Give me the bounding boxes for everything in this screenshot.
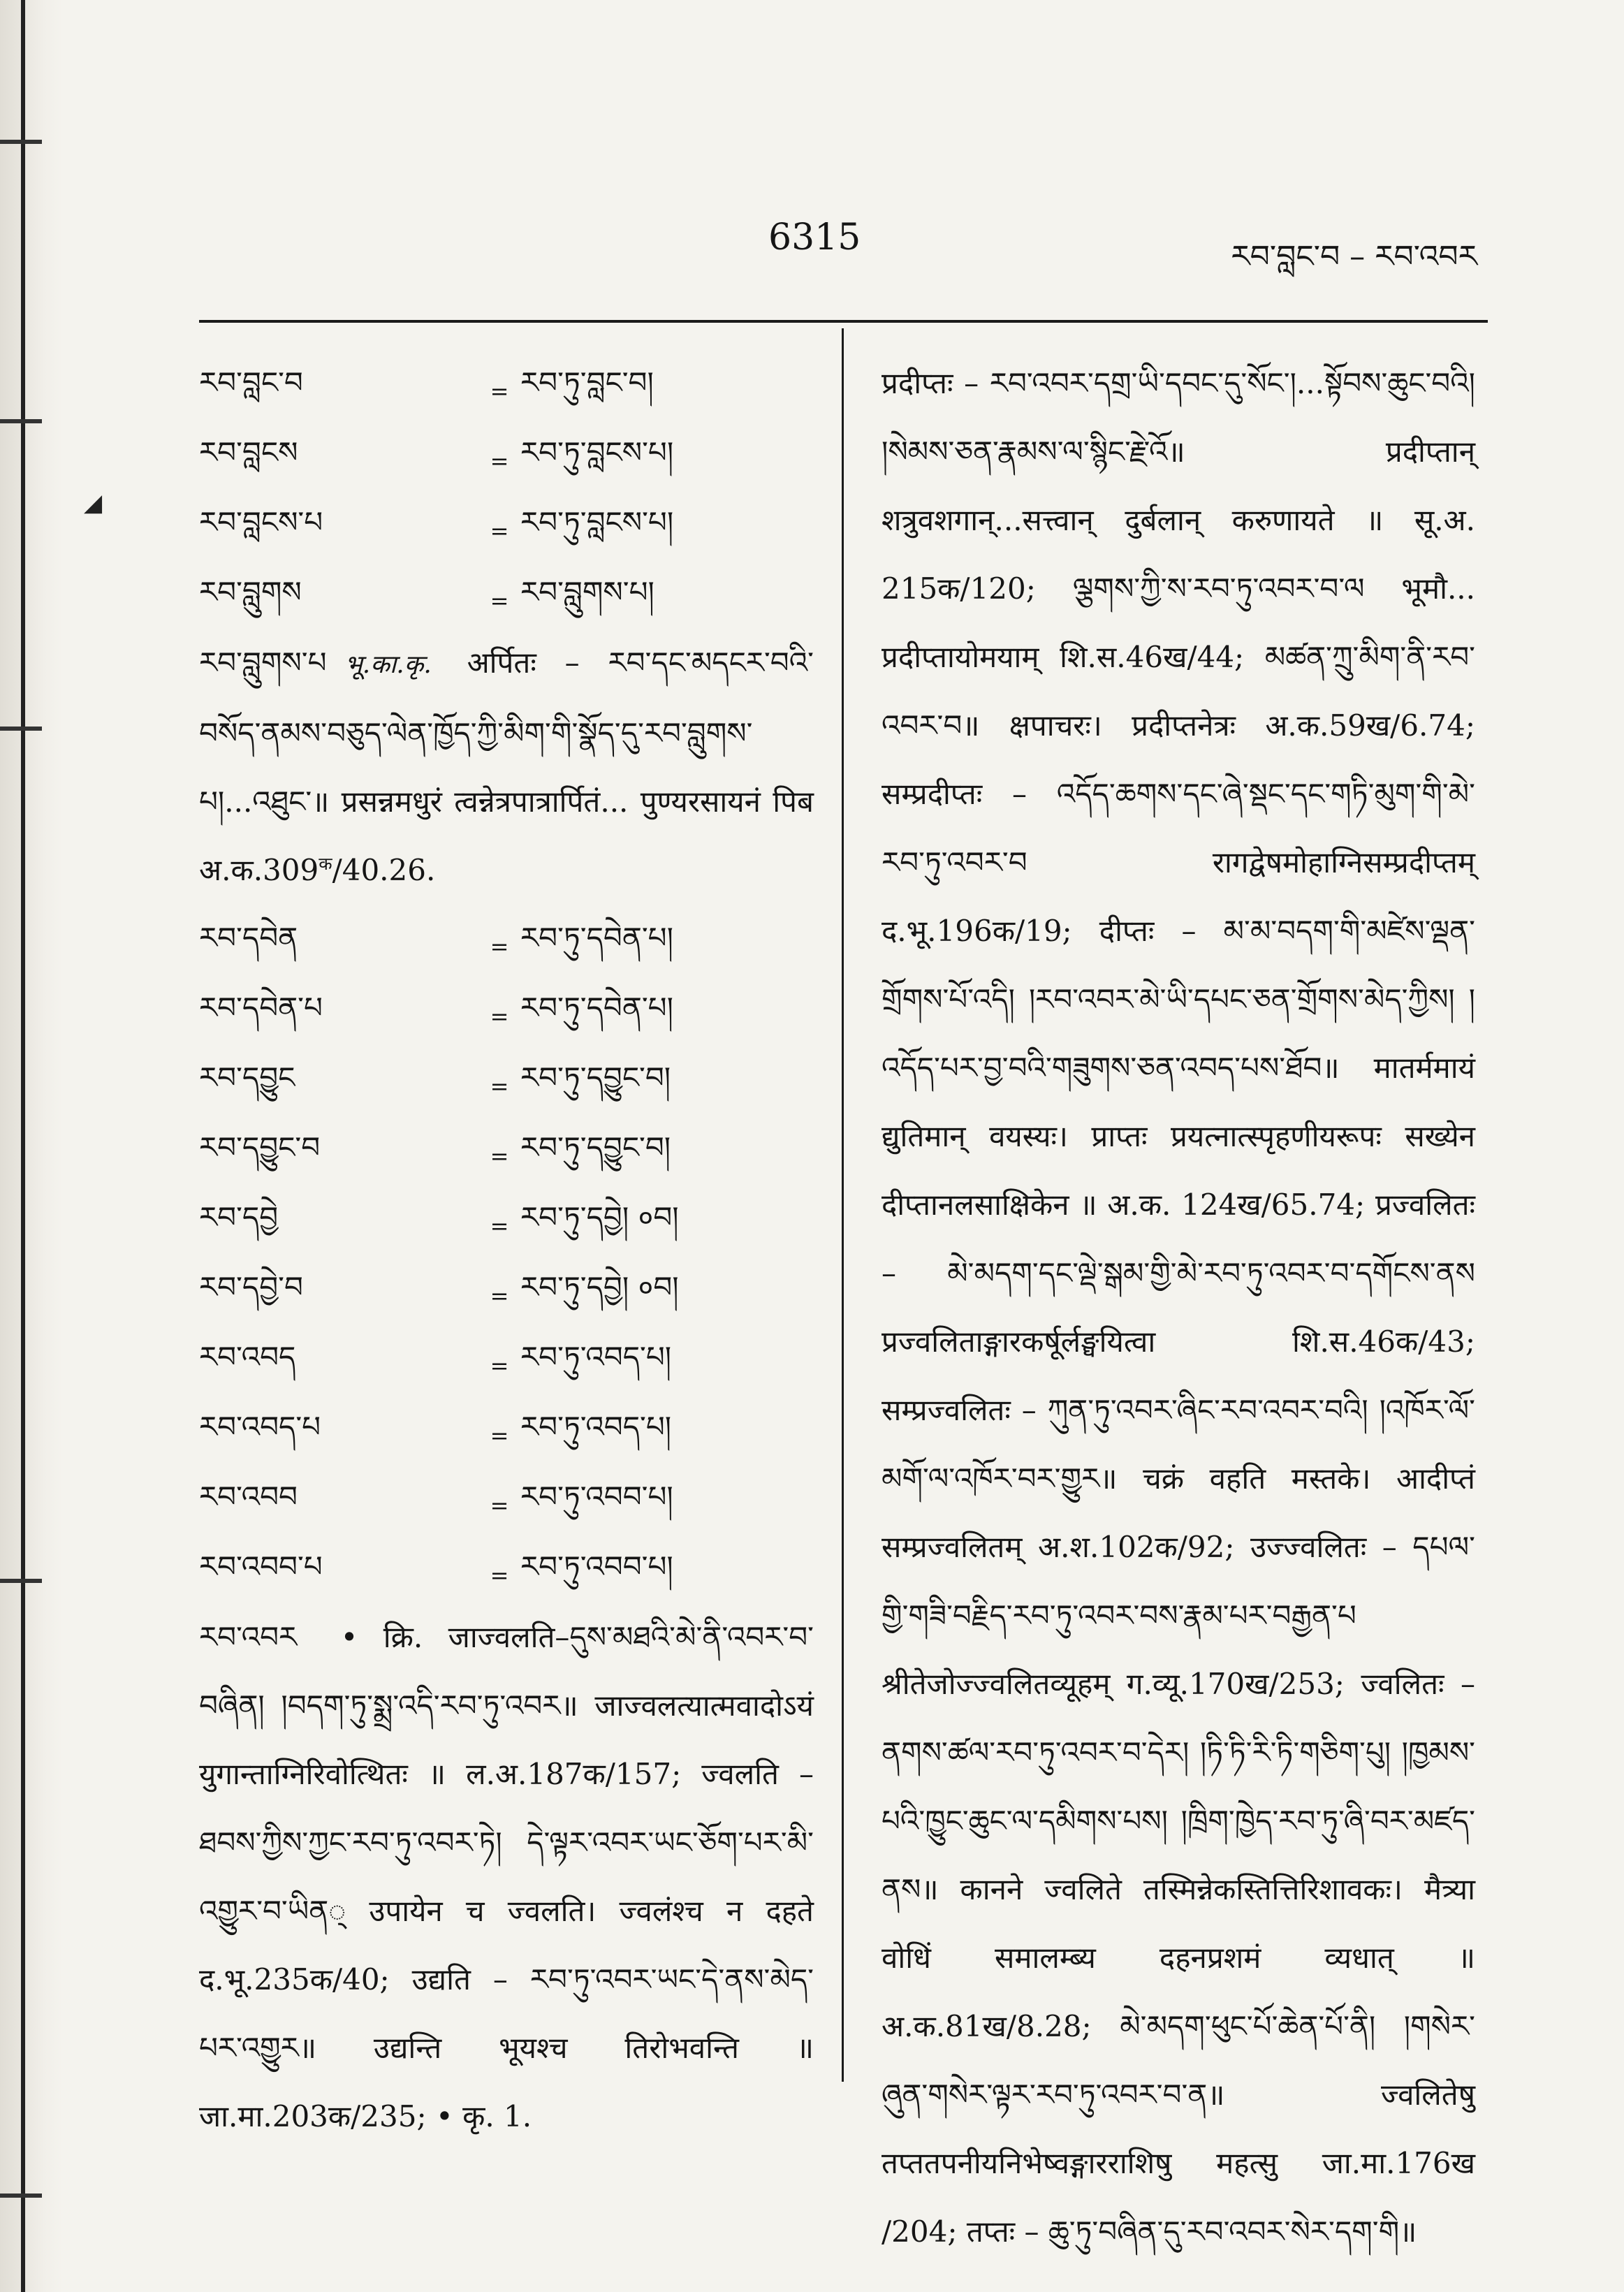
equals-sign: = <box>490 1352 509 1379</box>
xref-entry <box>199 1533 814 1603</box>
xref-entry <box>199 489 814 559</box>
xref-term: རབ་འབབ་པ <box>199 1549 323 1584</box>
page-number: 6315 <box>768 217 861 258</box>
xref-entry <box>199 559 814 629</box>
entry-body: अर्पितः – རབ་དང་མདངར་བའི་བསོད་ནམས་བཅུད་ལེན་ཁྱོད་ཀྱི་མིག་གི་སྣོད་དུ་རབ་བླུགས་པ།...འཐུང་॥ प्रसन्नमधुरं त्वन्नेत्रपात्रार्पितं... पुण्यरसायनं पिब अ.क.309 <box>199 645 814 887</box>
xref-term: རབ་དབེན <box>199 921 298 955</box>
xref-entry <box>199 1394 814 1463</box>
xref-term: རབ་འབབ <box>199 1480 298 1514</box>
xref-target: རབ་ཏུ་འབབ་པ། <box>520 1549 673 1584</box>
equals-sign: = <box>490 587 509 614</box>
xref-term: རབ་བླུགས <box>199 575 302 609</box>
header-rule <box>199 320 1488 323</box>
equals-sign: = <box>490 1212 509 1239</box>
xref-term: རབ་བླང་བ <box>199 365 303 400</box>
binding-tick <box>0 1579 42 1583</box>
xref-target: རབ་ཏུ་དབྱུང་བ། <box>520 1060 671 1095</box>
xref-entry <box>199 1044 814 1114</box>
xref-entry <box>199 905 814 975</box>
equals-sign: = <box>490 1142 509 1169</box>
equals-sign: = <box>490 1561 509 1589</box>
xref-target: རབ་ཏུ་འབབ་པ། <box>520 1480 673 1514</box>
xref-target: རབ་ཏུ་དབྱེ། ०བ། <box>520 1270 679 1304</box>
folio-side: क <box>319 854 332 874</box>
dictionary-entry <box>199 1603 814 2151</box>
xref-entry <box>199 1184 814 1254</box>
entry-headword: རབ་འབར <box>199 1620 298 1654</box>
xref-entry <box>199 1463 814 1533</box>
xref-target: རབ་ཏུ་འབད་པ། <box>520 1410 672 1444</box>
xref-target: རབ་ཏུ་དབེན་པ། <box>520 921 673 955</box>
xref-term: རབ་དབྱུང <box>199 1060 295 1095</box>
equals-sign: = <box>490 1072 509 1100</box>
entry-body: • क्रि. जाज्वलति–དུས་མཐའི་མེ་ནི་འབར་བ་བཞིན། །བདག་ཏུ་སྨྲ་འདི་རབ་ཏུ་འབར॥ जाज्वलत्यात्मवादोऽयं युगान्ताग्निरिवोत्थितः ॥ ल.अ.187क/157; ज्वलति – ཐབས་ཀྱིས་ཀྱང་རབ་ཏུ་འབར་ཏེ། དེ་ལྟར་འབར་ཡང་ཅོག་པར་མི་འགྱུར་བ་ཡིན् उपायेन च ज्वलति। ज्वलंश्च न दहते द.भू.235क/40; उद्यति – རབ་ཏུ་འབར་ཡང་དེ་ནས་མེད་པར་འགྱུར॥ उद्यन्ति भूयश्च तिरोभवन्ति ॥ जा.मा.203क/235; • कृ. 1. <box>199 1620 814 2133</box>
equals-sign: = <box>490 933 509 960</box>
entry-headword: རབ་བླུགས་པ <box>199 645 327 680</box>
equals-sign: = <box>490 447 509 474</box>
xref-entry <box>199 419 814 489</box>
xref-entry <box>199 1254 814 1324</box>
xref-term: རབ་དབྱེ <box>199 1200 279 1234</box>
right-column <box>882 349 1475 2266</box>
equals-sign: = <box>490 1491 509 1519</box>
xref-term: རབ་དབྱུང་བ <box>199 1130 321 1165</box>
xref-entry <box>199 1114 814 1184</box>
grammar-label: भू.का.कृ. <box>344 650 432 679</box>
binding-tick <box>0 140 42 144</box>
xref-term: རབ་བླངས <box>199 435 298 469</box>
xref-target: རབ་ཏུ་འབད་པ། <box>520 1340 672 1374</box>
xref-term: རབ་དབེན་པ <box>199 991 323 1025</box>
equals-sign: = <box>490 1422 509 1449</box>
equals-sign: = <box>490 517 509 544</box>
running-head: རབ་བླང་བ – རབ་འབར <box>1231 239 1477 275</box>
xref-target: རབ་ཏུ་བླངས་པ། <box>520 435 674 469</box>
equals-sign: = <box>490 1002 509 1030</box>
xref-target: རབ་ཏུ་དབྱེ། ०བ། <box>520 1200 679 1234</box>
xref-target: རབ་ཏུ་དབྱུང་བ། <box>520 1130 671 1165</box>
xref-target: རབ་བླུགས་པ། <box>520 575 654 609</box>
entry-body: प्रदीप्तः – རབ་འབར་དགྲ་ཡི་དབང་དུ་སོང་།...སྟོབས་ཆུང་བའི། །སེམས་ཅན་རྣམས་ལ་སྙིང་རྗེ་འོ॥ प्रदीप्तान् शत्रुवशगान्...सत्त्वान् दुर्बलान् करुणायते ॥ सू.अ. 215क/120; ལྕགས་ཀྱི་ས་རབ་ཏུ་འབར་བ་ལ भूमौ... प्रदीप्तायोमयाम् शि.स.46ख/44; མཚན་ཀྲུ་མིག་ནི་རབ་འབར་བ॥ क्षपाचरः। प्रदीप्तनेत्रः अ.क.59ख/6.74; सम्प्रदीप्तः – འདོད་ཆགས་དང་ཞེ་སྡང་དང་གཏི་མུག་གི་མེ་རབ་ཏུ་འབར་བ रागद्वेषमोहाग्निसम्प्रदीप्तम् द.भू.196क/19; दीप्तः – མ་མ་བདག་གི་མཛེས་ལྡན་གྲོགས་པོ་འདི། །རབ་འབར་མེ་ཡི་དཔང་ཅན་གྲོགས་མེད་ཀྱིས། །འདོད་པར་བྱ་བའི་གཟུགས་ཅན་འབད་པས་ཐོབ॥ मातर्ममायं द्युतिमान् वयस्यः। प्राप्तः प्रयत्नात्स्पृहणीयरूपः सख्येन दीप्तानलसाक्षिकेन ॥ अ.क. 124ख/65.74; प्रज्वलितः – མེ་མདག་དང་ལྡེ་སྒམ་གྱི་མེ་རབ་ཏུ་འབར་བ་དགོངས་ནས प्रज्वलिताङ्गारकर्षूर्लङ्घयित्वा शि.स.46क/43; सम्प्रज्वलितः – ཀུན་ཏུ་འབར་ཞིང་རབ་འབར་བའི། །འཁོར་ལོ་མགོ་ལ་འཁོར་བར་གྱུར॥ चक्रं वहति मस्तके। आदीप्तं सम्प्रज्वलितम् अ.श.102क/92; उज्ज्वलितः – དཔལ་གྱི་གཟི་བརྗིད་རབ་ཏུ་འབར་བས་རྣམ་པར་བརྒྱན་པ श्रीतेजोज्ज्वलितव्यूहम् ग.व्यू.170ख/253; ज्वलितः – ནགས་ཚལ་རབ་ཏུ་འབར་བ་དེར། །ཏི་ཏི་རི་ཏི་གཅིག་པུ། །ཁྱམས་པའི་ཁྱུང་ཆུང་ལ་དམིགས་པས། །ཁྲིག་ཁྱེད་རབ་ཏུ་ཞི་བར་མཛད་ནས॥ कानने ज्वलिते तस्मिन्नेकस्तित्तिरिशावकः। मैत्र्या वोधिं समालम्ब्य दहनप्रशमं व्यधात् ॥ अ.क.81ख/8.28; མེ་མདག་ཕུང་པོ་ཆེན་པོ་ནི། །གསེར་ཞུན་གསེར་ལྟར་རབ་ཏུ་འབར་བ་ན॥ ज्वलितेषु तप्ततपनीयनिभेष्वङ्गारराशिषु महत्सु जा.मा.176ख /204; तप्तः – ཆུ་ཏུ་བཞིན་དུ་རབ་འབར་སེར་དག་གི॥ <box>882 366 1475 2249</box>
scan-edge <box>0 0 63 2292</box>
binding-tick <box>0 727 42 731</box>
entry-reference: /40.26. <box>332 853 436 887</box>
binding-line <box>21 0 25 2292</box>
binding-tick <box>0 419 42 423</box>
xref-target: རབ་ཏུ་བླངས་པ། <box>520 505 674 539</box>
xref-target: རབ་ཏུ་བླང་བ། <box>520 365 654 400</box>
xref-term: རབ་འབད <box>199 1340 296 1374</box>
left-column <box>199 349 814 2151</box>
equals-sign: = <box>490 1282 509 1309</box>
margin-mark: ◢ <box>84 489 103 517</box>
xref-target: རབ་ཏུ་དབེན་པ། <box>520 991 673 1025</box>
xref-term: རབ་དབྱེ་བ <box>199 1270 303 1304</box>
binding-tick <box>0 2194 42 2198</box>
xref-entry <box>199 975 814 1044</box>
equals-sign: = <box>490 377 509 404</box>
column-divider <box>842 328 844 2082</box>
xref-entry <box>199 1324 814 1394</box>
xref-term: རབ་བླངས་པ <box>199 505 323 539</box>
xref-term: རབ་འབད་པ <box>199 1410 321 1444</box>
xref-entry <box>199 349 814 419</box>
dictionary-entry <box>199 629 814 905</box>
